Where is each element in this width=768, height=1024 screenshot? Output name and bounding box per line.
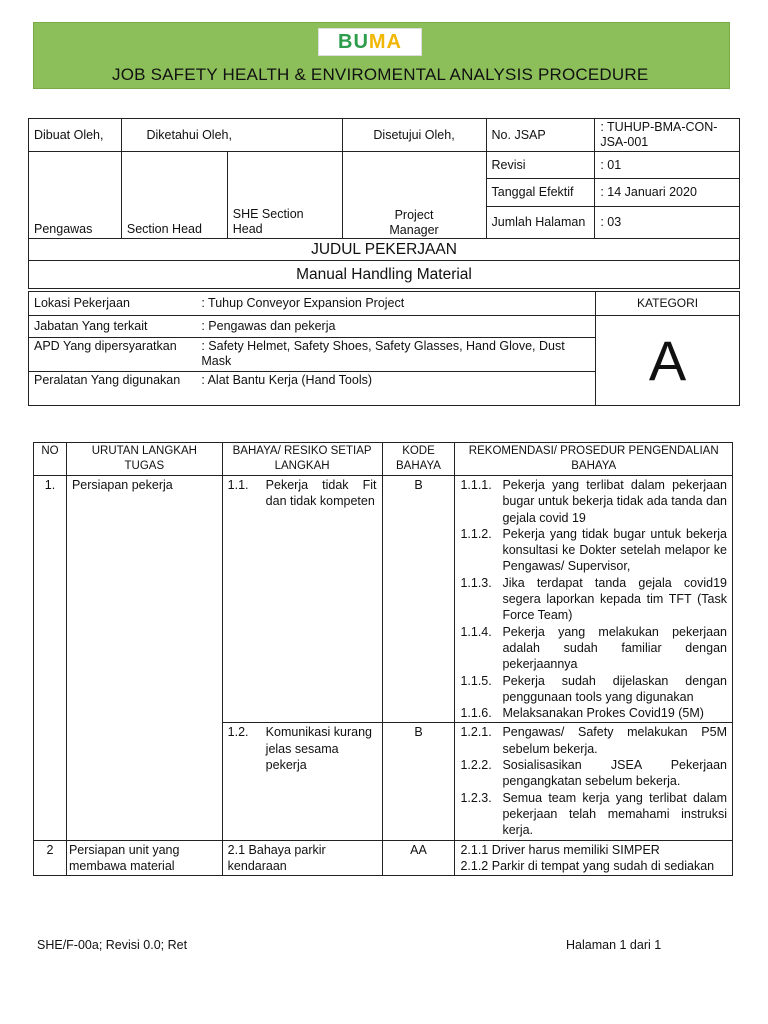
row-recommendations	[455, 723, 733, 840]
lokasi-label: Lokasi Pekerjaan	[29, 292, 197, 316]
logo-text-part2: MA	[368, 30, 402, 53]
row-code: B	[382, 723, 455, 840]
jsea-table	[33, 442, 733, 876]
apd-label: APD Yang dipersyaratkan	[29, 338, 197, 372]
row-code: B	[382, 476, 455, 723]
row-hazard	[222, 476, 382, 723]
list-item: 1.1.4. Pekerja yang melakukan pekerjaan adalah sudah familiar dengan pekerjaannya	[460, 624, 727, 672]
hazard-number: 1.2.	[227, 725, 249, 740]
row-hazard	[222, 840, 382, 876]
lokasi-value: : Tuhup Conveyor Expansion Project	[196, 292, 595, 316]
row-recommendations	[455, 476, 733, 723]
list-item: 1.1.5. Pekerja sudah dijelaskan dengan penggunaan tools yang digunakan	[460, 673, 727, 704]
row-no: 1.	[34, 476, 67, 841]
halaman-value: : 03	[595, 207, 740, 239]
dibuat-label: Dibuat Oleh,	[29, 119, 122, 152]
header-bahaya: BAHAYA/ RESIKO SETIAP LANGKAH	[222, 443, 382, 476]
job-info-table	[28, 291, 740, 406]
list-item: 1.1.2. Pekerja yang tidak bugar untuk bekerja konsultasi ke Dokter setelah melapor ke Pengawas/ Supervisor,	[460, 526, 727, 574]
document-title: JOB SAFETY HEALTH & ENVIROMENTAL ANALYSIS PROCEDURE	[112, 65, 649, 84]
hazard-text: Bahaya parkir kendaraan	[227, 842, 326, 873]
row-task: Persiapan unit yang membawa material	[66, 840, 222, 876]
role-pengawas: Pengawas	[29, 152, 122, 239]
row-no: 2	[34, 840, 67, 876]
disetujui-label: Disetujui Oleh,	[342, 119, 486, 152]
header-urutan: URUTAN LANGKAH TUGAS	[66, 443, 222, 476]
jsap-value: : TUHUP-BMA-CON-JSA-001	[595, 119, 740, 152]
list-item: 1.2.2. Sosialisasikan JSEA Pekerjaan pengangkatan sebelum bekerja.	[460, 758, 727, 789]
role-project-manager: Project Manager	[342, 152, 486, 239]
row-task: Persiapan pekerja	[66, 476, 222, 841]
peralatan-label: Peralatan Yang digunakan	[29, 372, 197, 406]
table-row	[34, 840, 733, 876]
footer-page-number: Halaman 1 dari 1	[566, 938, 662, 952]
list-item: 2.1.2 Parkir di tempat yang sudah di sediakan	[460, 858, 715, 873]
jabatan-label: Jabatan Yang terkait	[29, 316, 197, 338]
list-item: 1.2.1. Pengawas/ Safety melakukan P5M sebelum bekerja.	[460, 725, 727, 756]
peralatan-value: : Alat Bantu Kerja (Hand Tools)	[196, 372, 595, 406]
row-recommendations	[455, 840, 733, 876]
header-kode: KODE BAHAYA	[382, 443, 455, 476]
tanggal-label: Tanggal Efektif	[486, 179, 595, 207]
list-item: 2.1.1 Driver harus memiliki SIMPER	[460, 842, 660, 857]
kategori-value: A	[596, 316, 740, 406]
list-item: 1.1.3. Jika terdapat tanda gejala covid19 segera laporkan kepada tim TFT (Task Force Team)	[460, 575, 727, 623]
header-no: NO	[34, 443, 67, 476]
role-she-section-head: SHE Section Head	[227, 152, 342, 239]
row-hazard	[222, 723, 382, 840]
header-rekomendasi: REKOMENDASI/ PROSEDUR PENGENDALIAN BAHAYA	[455, 443, 733, 476]
logo-text-part1: BU	[338, 30, 369, 53]
list-item: 1.2.3. Semua team kerja yang terlibat dalam pekerjaan telah memahami instruksi kerja.	[460, 790, 727, 838]
list-item: 1.1.1. Pekerja yang terlibat dalam pekerjaan bugar untuk bekerja tidak ada tanda dan gejala covid 19	[460, 478, 727, 525]
revisi-label: Revisi	[486, 152, 595, 179]
buma-logo	[318, 28, 422, 56]
hazard-text: Pekerja tidak Fit dan tidak kompeten	[265, 478, 377, 509]
approval-table	[28, 118, 740, 289]
hazard-number: 2.1	[227, 842, 246, 857]
diketahui-label: Diketahui Oleh,	[121, 119, 342, 152]
hazard-number: 1.1.	[227, 478, 249, 492]
job-heading: JUDUL PEKERJAAN	[29, 239, 740, 261]
revisi-value: : 01	[595, 152, 740, 179]
tanggal-value: : 14 Januari 2020	[595, 179, 740, 207]
halaman-label: Jumlah Halaman	[486, 207, 595, 239]
jabatan-value: : Pengawas dan pekerja	[196, 316, 595, 338]
kategori-label: KATEGORI	[596, 292, 740, 316]
apd-value: : Safety Helmet, Safety Shoes, Safety Glasses, Hand Glove, Dust Mask	[196, 338, 595, 372]
table-row	[34, 476, 733, 723]
table-header-row	[34, 443, 733, 476]
jsap-label: No. JSAP	[486, 119, 595, 152]
row-code: AA	[382, 840, 455, 876]
footer-form-code: SHE/F-00a; Revisi 0.0; Ret	[37, 938, 188, 952]
header-banner	[33, 22, 730, 89]
job-title: Manual Handling Material	[29, 261, 740, 289]
hazard-text: Komunikasi kurang jelas sesama pekerja	[265, 725, 372, 773]
list-item: 1.1.6. Melaksanakan Prokes Covid19 (5M)	[460, 706, 704, 721]
role-section-head: Section Head	[121, 152, 227, 239]
